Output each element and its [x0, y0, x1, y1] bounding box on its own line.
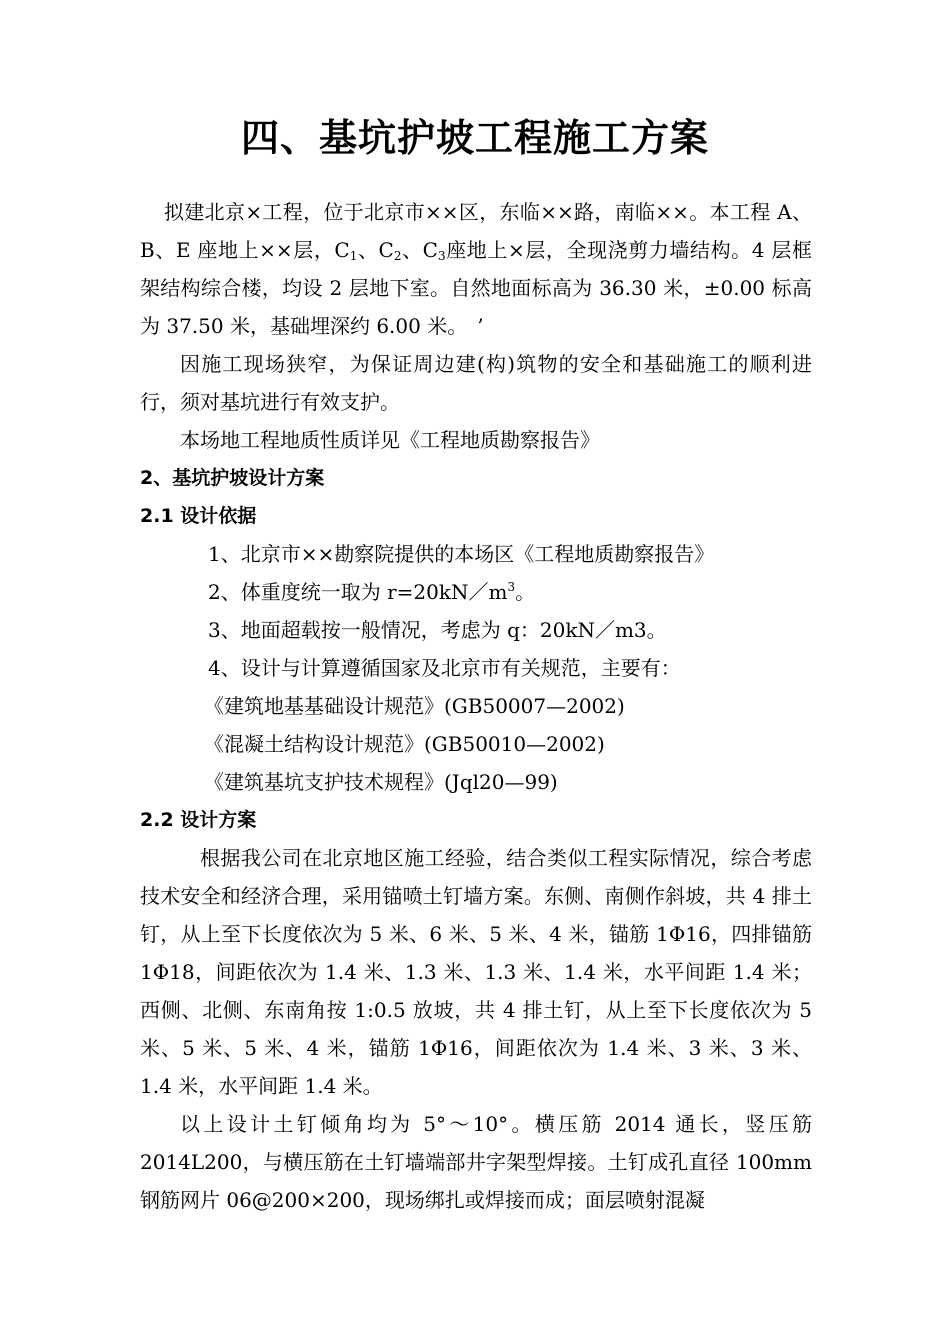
basis-item-2-text: 2、体重度统一取为 r=20kN／m — [208, 580, 508, 604]
section-2-1-heading: 2.1 设计依据 — [140, 505, 257, 527]
intro-paragraph-1 — [140, 193, 812, 345]
document-body — [140, 193, 812, 1219]
standard-ref-2: 《混凝土结构设计规范》(GB50010—2002) — [204, 732, 605, 756]
basis-item-4: 4、设计与计算遵循国家及北京市有关规范，主要有： — [208, 656, 681, 680]
intro-p1-seg3: 、C — [401, 238, 438, 262]
intro-p1-seg4: 座地上×层，全现浇剪力墙结构。4 层框架结构综合楼，均设 2 层地下室。自然地面标高为 36.30 米，±0.00 标高为 37.50 米，基础埋深约 6.00 米。 ’ — [140, 238, 813, 338]
design-paragraph-1: 根据我公司在北京地区施工经验，结合类似工程实际情况，综合考虑技术安全和经济合理，采用锚喷土钉墙方案。东侧、南侧作斜坡，共 4 排土钉，从上至下长度依次为 5 米、6 米、5 米、4 米，锚筋 1Φ16，四排锚筋 1Φ18，间距依次为 1.4 米、1.3 米、1.3 米、1.4 米，水平间距 1.4 米；西侧、北侧、东南角按 1:0.5 放坡，共 4 排土钉，从上至下长度依次为 5 米、5 米、5 米、4 米，锚筋 1Φ16，间距依次为 1.4 米、3 米、3 米、1.4 米，水平间距 1.4 米。 — [140, 846, 812, 1098]
intro-p1-seg2: 、C — [357, 238, 394, 262]
design-paragraph-2: 以上设计土钉倾角均为 5°～10°。横压筋 2014 通长，竖压筋 2014L200，与横压筋在土钉墙端部井字架型焊接。土钉成孔直径 100mm 钢筋网片 06@200×200，现场绑扎或焊接而成；面层喷射混凝 — [140, 1112, 812, 1212]
basis-item-2-end: 。 — [515, 580, 536, 604]
standard-ref-1: 《建筑地基基础设计规范》(GB50007—2002) — [204, 694, 625, 718]
standard-ref-3: 《建筑基坑支护技术规程》(Jql20—99) — [204, 770, 558, 794]
basis-item-1: 1、北京市××勘察院提供的本场区《工程地质勘察报告》 — [208, 542, 715, 566]
intro-p1-sub3: 3 — [438, 249, 446, 263]
basis-item-2-superscript: 3 — [507, 580, 516, 594]
intro-paragraph-3: 本场地工程地质性质详见《工程地质勘察报告》 — [180, 428, 600, 452]
document-title: 四、基坑护坡工程施工方案 — [240, 116, 709, 160]
intro-p1-sub1: 1 — [349, 249, 358, 263]
intro-p1-seg1: 拟建北京×工程，位于北京市××区，东临××路，南临××。本工程 A、B、E 座地上××层，C — [140, 200, 812, 262]
intro-p1-sub2: 2 — [393, 249, 402, 263]
basis-item-3: 3、地面超载按一般情况，考虑为 q：20kN／m3。 — [208, 618, 667, 642]
section-2-2-heading: 2.2 设计方案 — [140, 809, 257, 831]
basis-item-2 — [140, 573, 812, 611]
intro-paragraph-2: 因施工现场狭窄，为保证周边建(构)筑物的安全和基础施工的顺利进行，须对基坑进行有效支护。 — [140, 352, 812, 414]
section-2-heading: 2、基坑护坡设计方案 — [140, 467, 325, 489]
